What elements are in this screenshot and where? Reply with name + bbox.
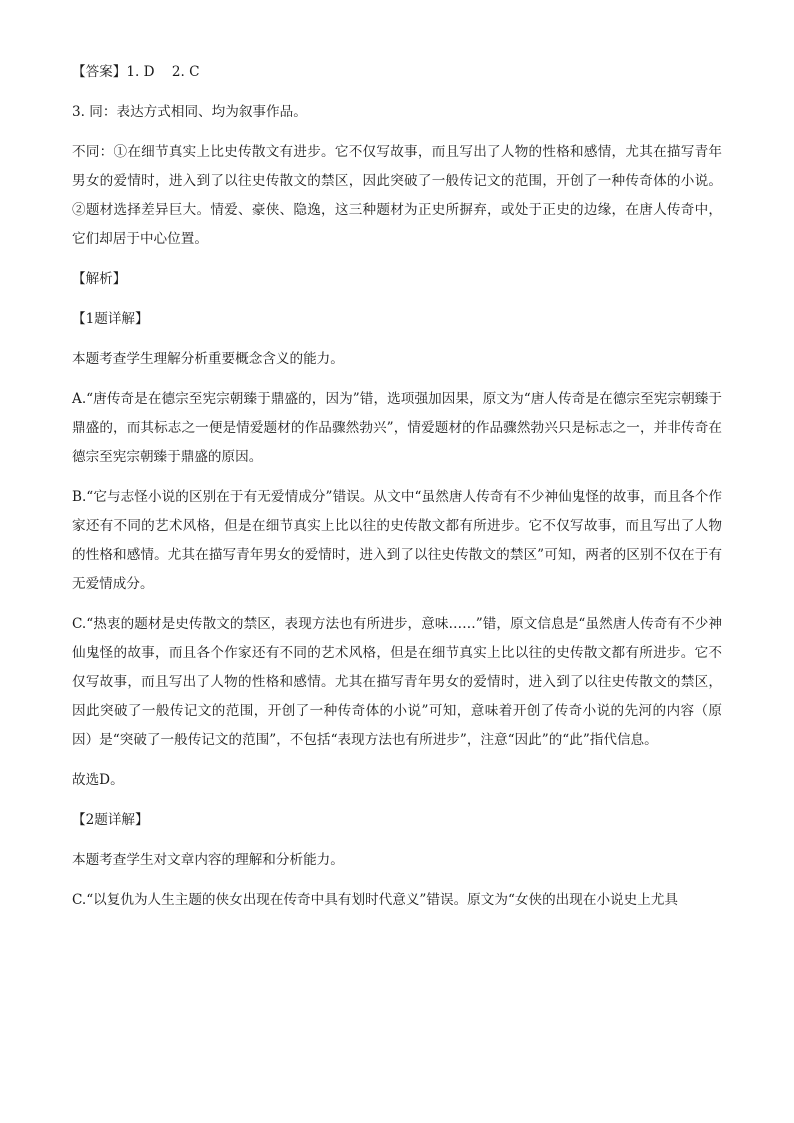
- q2-intro: 本题考查学生对文章内容的理解和分析能力。: [72, 852, 344, 868]
- q3-difference-paragraph: 不同：①在细节真实上比史传散文有进步。它不仅写故事，而且写出了人物的性格和感情，尤其在描写青年男女的爱情时，进入到了以往史传散文的禁区，因此突破了一般传记文的范围，开创了一种传奇体的小说。②题材选择差异巨大。情爱、豪侠、隐逸，这三种题材为正史所摒弃，或处于正史的边缘，在唐人传奇中，它们却居于中心位置。: [72, 144, 722, 247]
- q2-option-c: C.“以复仇为人生主题的侠女出现在传奇中具有划时代意义”错误。原文为“女侠的出现在小说史上尤具: [72, 892, 679, 908]
- answer-items: 1. D 2. C: [126, 64, 200, 80]
- document-page: [72, 58, 722, 915]
- q1-intro: 本题考查学生理解分析重要概念含义的能力。: [72, 351, 344, 367]
- q1-conclusion: 故选D。: [72, 772, 124, 788]
- q1-header: 【1题详解】: [72, 311, 149, 327]
- q1-option-a: A.“唐传奇是在德宗至宪宗朝臻于鼎盛的，因为”错，选项强加因果，原文为“唐人传奇是在德宗至宪宗朝臻于鼎盛的，而其标志之一便是情爱题材的作品骤然勃兴”，情爱题材的作品骤然勃兴只是标志之一，并非传奇在德宗至宪宗朝臻于鼎盛的原因。: [72, 391, 722, 465]
- q2-header: 【2题详解】: [72, 812, 149, 828]
- analysis-label: 【解析】: [72, 271, 127, 287]
- q1-option-b: B.“它与志怪小说的区别在于有无爱情成分”错误。从文中“虽然唐人传奇有不少神仙鬼怪的故事，而且各个作家还有不同的艺术风格，但是在细节真实上比以往的史传散文都有所进步。它不仅写故事，而且写出了人物的性格和感情。尤其在描写青年男女的爱情时，进入到了以往史传散文的禁区”可知，两者的区别不仅在于有无爱情成分。: [72, 489, 722, 592]
- answer-label: 【答案】: [72, 64, 127, 80]
- q1-option-c: C.“热衷的题材是史传散文的禁区，表现方法也有所进步，意味……”错，原文信息是“虽然唐人传奇有不少神仙鬼怪的故事，而且各个作家还有不同的艺术风格，但是在细节真实上比以往的史传散文都有所进步。它不仅写故事，而且写出了人物的性格和感情。尤其在描写青年男女的爱情时，进入到了以往史传散文的禁区，因此突破了一般传记文的范围，开创了一种传奇体的小说”可知，意味着开创了传奇小说的先河的内容（原因）是“突破了一般传记文的范围”，不包括“表现方法也有所进步”，注意“因此”的“此”指代信息。: [72, 616, 722, 748]
- answer-line: [72, 58, 722, 87]
- q3-same-paragraph: 3. 同：表达方式相同、均为叙事作品。: [72, 104, 307, 120]
